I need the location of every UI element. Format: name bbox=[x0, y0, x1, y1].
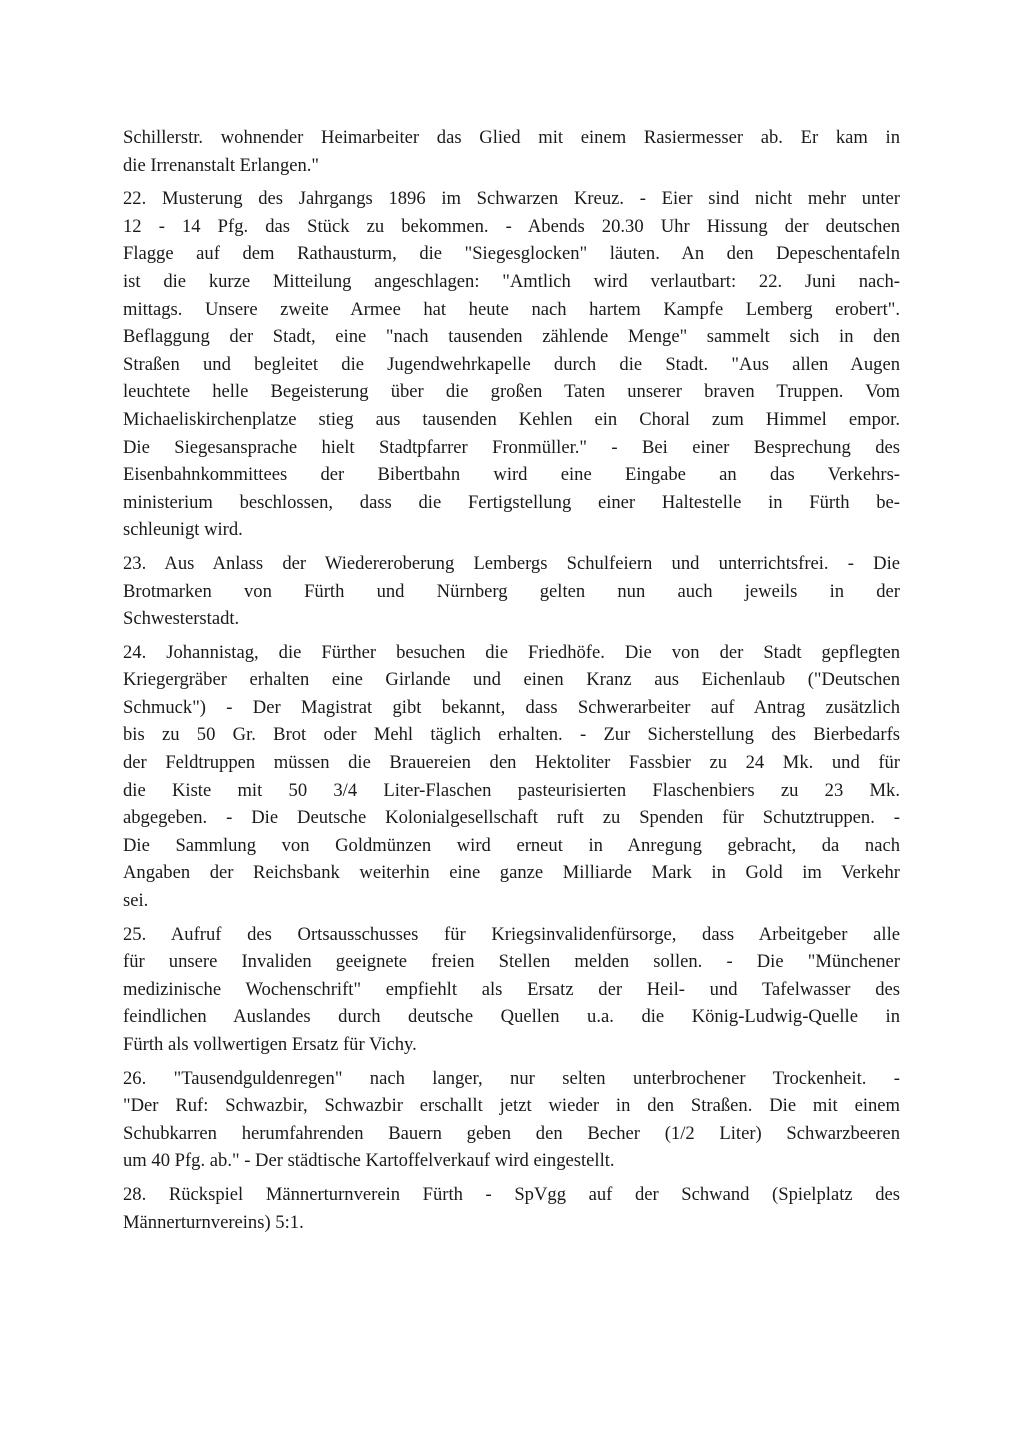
paragraph bbox=[123, 124, 900, 179]
text-line: 26. "Tausendguldenregen" nach langer, nur selten unterbrochener Trockenheit. - bbox=[123, 1067, 900, 1089]
text-line: Schwesterstadt. bbox=[123, 608, 240, 630]
text-line: Die Siegesansprache hielt Stadtpfarrer Fronmüller." - Bei einer Besprechung des bbox=[123, 436, 900, 458]
text-line: 25. Aufruf des Ortsausschusses für Kriegsinvalidenfürsorge, dass Arbeitgeber alle bbox=[123, 923, 900, 945]
text-line: um 40 Pfg. ab." - Der städtische Kartoffelverkauf wird eingestellt. bbox=[123, 1150, 615, 1172]
text-line: mittags. Unsere zweite Armee hat heute nach hartem Kampfe Lemberg erobert". bbox=[123, 298, 900, 320]
paragraph bbox=[123, 1065, 900, 1175]
text-line: Die Sammlung von Goldmünzen wird erneut in Anregung gebracht, da nach bbox=[123, 834, 900, 856]
text-line: Michaeliskirchenplatze stieg aus tausenden Kehlen ein Choral zum Himmel empor. bbox=[123, 408, 900, 430]
paragraph bbox=[123, 1181, 900, 1236]
text-line: Schubkarren herumfahrenden Bauern geben den Becher (1/2 Liter) Schwarzbeeren bbox=[123, 1122, 900, 1144]
text-line: die Kiste mit 50 3/4 Liter-Flaschen pasteurisierten Flaschenbiers zu 23 Mk. bbox=[123, 779, 900, 801]
paragraph bbox=[123, 185, 900, 544]
text-line: bis zu 50 Gr. Brot oder Mehl täglich erhalten. - Zur Sicherstellung des Bierbedarfs bbox=[123, 724, 900, 746]
text-line: Schmuck") - Der Magistrat gibt bekannt, dass Schwerarbeiter auf Antrag zusätzlich bbox=[123, 696, 900, 718]
text-line: der Feldtruppen müssen die Brauereien den Hektoliter Fassbier zu 24 Mk. und für bbox=[123, 752, 900, 774]
text-line: leuchtete helle Begeisterung über die großen Taten unserer braven Truppen. Vom bbox=[123, 381, 900, 403]
text-line: für unsere Invaliden geeignete freien Stellen melden sollen. - Die "Münchener bbox=[123, 951, 900, 973]
text-line: Beflaggung der Stadt, eine "nach tausenden zählende Menge" sammelt sich in den bbox=[123, 326, 900, 348]
text-line: abgegeben. - Die Deutsche Kolonialgesellschaft ruft zu Spenden für Schutztruppen. - bbox=[123, 807, 900, 829]
text-line: 23. Aus Anlass der Wiedereroberung Lembergs Schulfeiern und unterrichtsfrei. - Die bbox=[123, 552, 900, 574]
text-line: Angaben der Reichsbank weiterhin eine ganze Milliarde Mark in Gold im Verkehr bbox=[123, 862, 900, 884]
document-page bbox=[123, 124, 900, 1242]
text-line: Straßen und begleitet die Jugendwehrkapelle durch die Stadt. "Aus allen Augen bbox=[123, 353, 900, 375]
text-line: ministerium beschlossen, dass die Fertigstellung einer Haltestelle in Fürth be- bbox=[123, 491, 900, 513]
text-line: 24. Johannistag, die Fürther besuchen die Friedhöfe. Die von der Stadt gepflegten bbox=[123, 641, 900, 663]
text-line: Eisenbahnkommittees der Bibertbahn wird eine Eingabe an das Verkehrs- bbox=[123, 464, 900, 486]
text-line: Schillerstr. wohnender Heimarbeiter das Glied mit einem Rasiermesser ab. Er kam in bbox=[123, 127, 900, 148]
text-line: schleunigt wird. bbox=[123, 519, 243, 541]
text-line: Fürth als vollwertigen Ersatz für Vichy. bbox=[123, 1034, 417, 1055]
text-line: 28. Rückspiel Männerturnverein Fürth - SpVgg auf der Schwand (Spielplatz des bbox=[123, 1183, 900, 1205]
text-line: 12 - 14 Pfg. das Stück zu bekommen. - Abends 20.30 Uhr Hissung der deutschen bbox=[123, 215, 900, 237]
paragraph bbox=[123, 921, 900, 1059]
text-line: Männerturnvereins) 5:1. bbox=[123, 1211, 304, 1233]
text-line: feindlichen Auslandes durch deutsche Quellen u.a. die König-Ludwig-Quelle in bbox=[123, 1006, 900, 1028]
text-line: Flagge auf dem Rathausturm, die "Siegesglocken" läuten. An den Depeschentafeln bbox=[123, 243, 900, 265]
text-line: medizinische Wochenschrift" empfiehlt als Ersatz der Heil- und Tafelwasser des bbox=[123, 978, 900, 1000]
text-line: sei. bbox=[123, 890, 149, 912]
paragraph bbox=[123, 639, 900, 915]
text-line: Brotmarken von Fürth und Nürnberg gelten nun auch jeweils in der bbox=[123, 580, 900, 602]
text-line: "Der Ruf: Schwazbir, Schwazbir erschallt jetzt wieder in den Straßen. Die mit einem bbox=[123, 1095, 900, 1117]
text-line: ist die kurze Mitteilung angeschlagen: "Amtlich wird verlautbart: 22. Juni nach- bbox=[123, 270, 900, 292]
text-line: die Irrenanstalt Erlangen." bbox=[123, 154, 320, 176]
paragraph bbox=[123, 550, 900, 633]
text-line: 22. Musterung des Jahrgangs 1896 im Schwarzen Kreuz. - Eier sind nicht mehr unter bbox=[123, 188, 900, 210]
text-line: Kriegergräber erhalten eine Girlande und einen Kranz aus Eichenlaub ("Deutschen bbox=[123, 669, 900, 691]
